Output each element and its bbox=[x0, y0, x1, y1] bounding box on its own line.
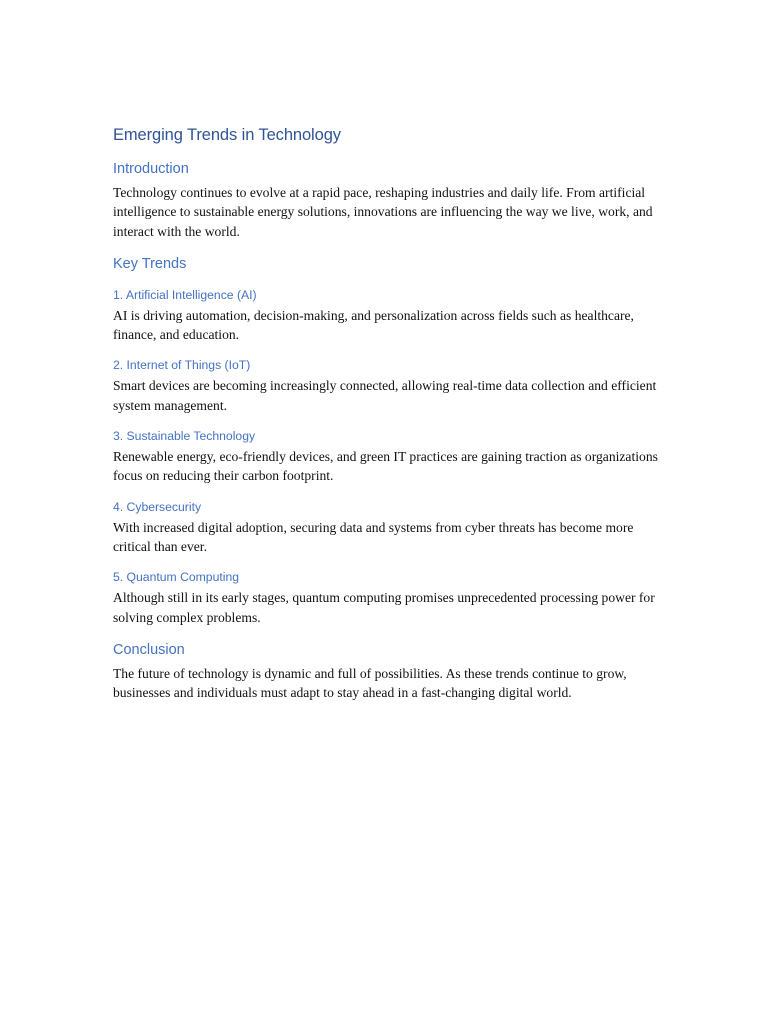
trend-paragraph-quantum: Although still in its early stages, quantum computing promises unprecedented processing power for solving complex problems. bbox=[113, 590, 655, 625]
trend-item bbox=[113, 286, 658, 345]
introduction-heading: Introduction bbox=[113, 161, 189, 177]
document-title: Emerging Trends in Technology bbox=[113, 126, 341, 144]
trend-paragraph-ai: AI is driving automation, decision-making, and personalization across fields such as healthcare, finance, and education. bbox=[113, 307, 634, 343]
trend-heading-quantum: 5. Quantum Computing bbox=[113, 570, 240, 585]
conclusion-section bbox=[113, 640, 658, 703]
key-trends-heading: Key Trends bbox=[113, 255, 187, 272]
key-trends-section bbox=[113, 254, 658, 627]
trend-paragraph-cybersecurity: With increased digital adoption, securing data and systems from cyber threats has become more critical than ever. bbox=[113, 519, 634, 554]
trend-paragraph-sustainable: Renewable energy, eco-friendly devices, and green IT practices are gaining traction as organizations focus on reducing their carbon footprint. bbox=[113, 449, 658, 484]
trend-paragraph-iot: Smart devices are becoming increasingly connected, allowing real-time data collection and efficient system management. bbox=[113, 378, 657, 413]
trend-heading-ai: 1. Artificial Intelligence (AI) bbox=[113, 287, 257, 302]
trend-item bbox=[113, 498, 658, 557]
trend-item bbox=[113, 427, 658, 486]
conclusion-paragraph: The future of technology is dynamic and full of possibilities. As these trends continue to grow, businesses and individuals must adapt to stay ahead in a fast-changing digital world. bbox=[113, 665, 627, 701]
trend-heading-sustainable: 3. Sustainable Technology bbox=[113, 429, 256, 444]
document-page bbox=[113, 124, 658, 702]
conclusion-heading: Conclusion bbox=[113, 641, 185, 658]
trend-heading-iot: 2. Internet of Things (IoT) bbox=[113, 358, 251, 373]
trend-heading-cybersecurity: 4. Cybersecurity bbox=[113, 499, 202, 514]
introduction-paragraph: Technology continues to evolve at a rapid pace, reshaping industries and daily life. From artificial intelligence to sustainable energy solutions, innovations are influencing the way we live, work, and interact with the world. bbox=[113, 185, 653, 239]
trend-item bbox=[113, 356, 658, 415]
trend-item bbox=[113, 568, 658, 627]
introduction-section bbox=[113, 159, 658, 241]
